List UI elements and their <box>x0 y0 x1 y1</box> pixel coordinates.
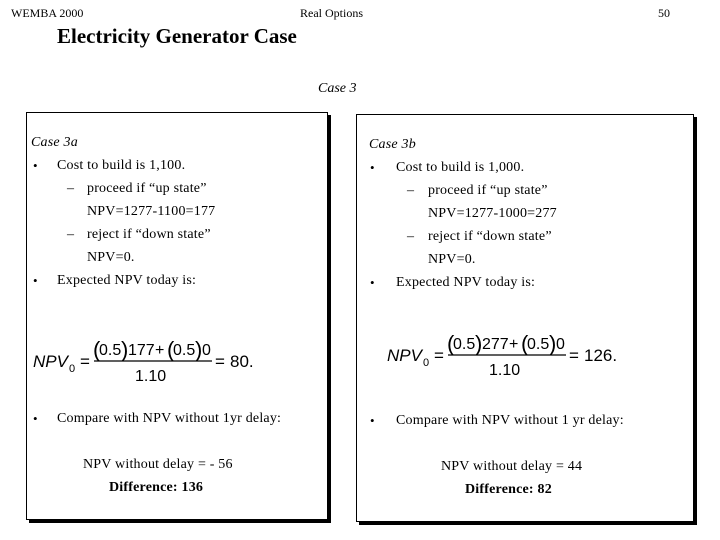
bullet: • <box>370 413 375 428</box>
svg-text:(: ( <box>93 337 101 362</box>
formula-p-down: 0.5 <box>173 342 196 359</box>
header-center: Real Options <box>300 6 363 20</box>
cost-text: Cost to build is 1,000. <box>396 160 525 175</box>
proceed-npv-text: NPV=1277-1000=277 <box>428 206 557 221</box>
svg-text:): ) <box>121 337 129 362</box>
svg-text:(: ( <box>521 331 529 356</box>
svg-text:+: + <box>155 342 165 359</box>
proceed-npv-text: NPV=1277-1100=177 <box>87 204 216 219</box>
formula-p-up: 0.5 <box>453 336 476 353</box>
reject-text: reject if “down state” <box>87 227 211 242</box>
svg-text:): ) <box>475 331 483 356</box>
reject-text: reject if “down state” <box>428 229 552 244</box>
svg-text:=: = <box>80 352 90 371</box>
formula-denominator: 1.10 <box>135 368 167 385</box>
bullet: • <box>370 160 375 175</box>
expected-text: Expected NPV today is: <box>57 273 197 288</box>
formula-v-down: 0 <box>202 342 211 359</box>
npv-without-delay: NPV without delay = - 56 <box>83 457 233 472</box>
case-label: Case 3 <box>318 81 357 96</box>
bullet: • <box>33 158 38 173</box>
compare-text: Compare with NPV without 1 yr delay: <box>396 413 624 428</box>
bullet: • <box>370 275 375 290</box>
formula-v-up: 177 <box>128 342 155 359</box>
formula-denominator: 1.10 <box>489 362 521 379</box>
npv-without-delay: NPV without delay = 44 <box>441 459 583 474</box>
svg-text:): ) <box>195 337 203 362</box>
page-title: Electricity Generator Case <box>57 24 297 48</box>
cost-text: Cost to build is 1,100. <box>57 158 186 173</box>
compare-text: Compare with NPV without 1yr delay: <box>57 411 282 426</box>
dash: – <box>407 183 415 198</box>
svg-text:): ) <box>549 331 557 356</box>
case-3a-panel <box>26 112 328 520</box>
formula-subscript: 0 <box>69 363 76 375</box>
dash: – <box>407 229 415 244</box>
panel-heading: Case 3b <box>369 137 416 152</box>
npv-formula <box>385 331 645 383</box>
svg-text:=: = <box>569 346 579 365</box>
formula-v-up: 277 <box>482 336 509 353</box>
dash: – <box>67 181 75 196</box>
panel-heading: Case 3a <box>31 135 78 150</box>
formula-p-up: 0.5 <box>99 342 122 359</box>
svg-text:=: = <box>215 352 225 371</box>
svg-text:+: + <box>509 336 519 353</box>
svg-text:(: ( <box>167 337 175 362</box>
svg-text:=: = <box>434 346 444 365</box>
dash: – <box>67 227 75 242</box>
bullet: • <box>33 411 38 426</box>
page-number: 50 <box>658 6 670 20</box>
svg-text:(: ( <box>447 331 455 356</box>
proceed-text: proceed if “up state” <box>428 183 548 198</box>
header-left: WEMBA 2000 <box>11 6 84 20</box>
bullet: • <box>33 273 38 288</box>
proceed-text: proceed if “up state” <box>87 181 207 196</box>
formula-lhs: NPV <box>33 352 68 371</box>
formula-subscript: 0 <box>423 357 430 369</box>
formula-result: 126. <box>584 346 618 365</box>
reject-npv-text: NPV=0. <box>428 252 476 267</box>
case-3b-panel <box>356 114 694 522</box>
difference: Difference: 82 <box>465 482 552 497</box>
formula-result: 80. <box>230 352 254 371</box>
npv-formula <box>31 335 271 387</box>
formula-lhs: NPV <box>387 346 422 365</box>
formula-v-down: 0 <box>556 336 565 353</box>
reject-npv-text: NPV=0. <box>87 250 135 265</box>
expected-text: Expected NPV today is: <box>396 275 536 290</box>
difference: Difference: 136 <box>109 480 204 495</box>
formula-p-down: 0.5 <box>527 336 550 353</box>
